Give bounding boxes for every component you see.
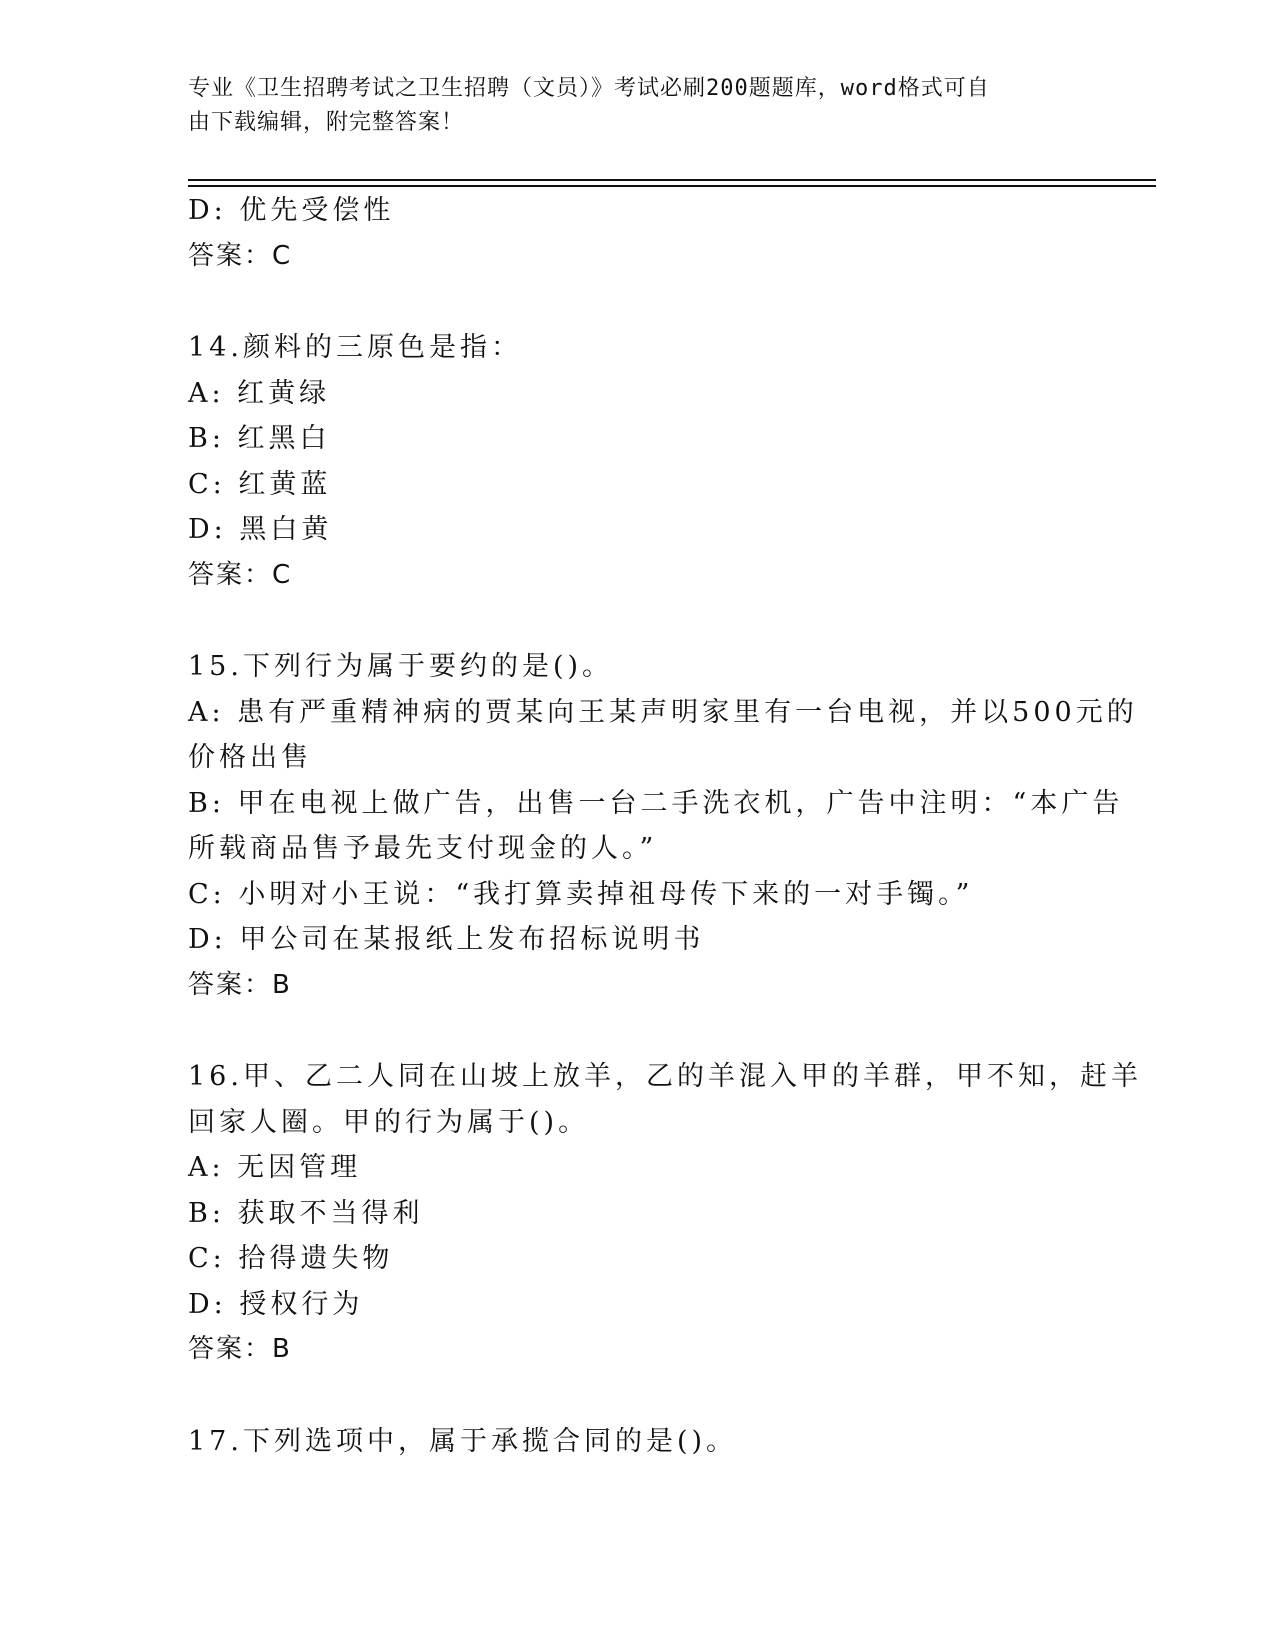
option-b: B: 红黑白 xyxy=(188,423,331,454)
question-list xyxy=(188,188,1142,1464)
option-d: D: 甲公司在某报纸上发布招标说明书 xyxy=(188,924,705,955)
question-stem: 14.颜料的三原色是指： xyxy=(188,332,522,363)
header-divider-top xyxy=(188,179,1156,181)
spacer xyxy=(188,598,1088,644)
option-a: A: 红黄绿 xyxy=(188,377,331,409)
question-16 xyxy=(188,1054,1142,1373)
question-stem: 15.下列行为属于要约的是()。 xyxy=(188,651,614,682)
answer: 答案：C xyxy=(188,559,293,590)
option-a: A: 无因管理 xyxy=(188,1152,362,1183)
spacer xyxy=(188,1373,1088,1419)
spacer xyxy=(188,279,1088,325)
question-13-tail xyxy=(188,188,1088,279)
question-stem: 16.甲、乙二人同在山坡上放羊，乙的羊混入甲的羊群，甲不知，赶羊 xyxy=(188,1061,1142,1092)
answer: 答案：B xyxy=(188,1334,292,1364)
option-b: B: 获取不当得利 xyxy=(188,1197,424,1229)
header-divider-bottom xyxy=(188,185,1156,187)
option-c: C: 红黄蓝 xyxy=(188,468,332,500)
option-d: D: 优先受偿性 xyxy=(188,195,395,226)
document-header xyxy=(188,72,1068,140)
answer: 答案：B xyxy=(188,969,292,1000)
question-17 xyxy=(188,1419,1088,1465)
question-15 xyxy=(188,644,1138,1008)
spacer xyxy=(188,1008,1088,1054)
option-c: C: 拾得遗失物 xyxy=(188,1243,394,1274)
option-b: B: 甲在电视上做广告，出售一台二手洗衣机，广告中注明：“本广告 xyxy=(188,787,1124,819)
question-stem-continued: 回家人圈。甲的行为属于()。 xyxy=(188,1106,590,1138)
question-14 xyxy=(188,325,1088,598)
option-d: D: 授权行为 xyxy=(188,1288,364,1320)
option-b-continued: 所载商品售予最先支付现金的人。” xyxy=(188,833,658,864)
option-c: C: 小明对小王说：“我打算卖掉祖母传下来的一对手镯。” xyxy=(188,878,974,910)
option-d: D: 黑白黄 xyxy=(188,514,333,545)
answer: 答案：C xyxy=(188,240,293,271)
header-line-1: 专业《卫生招聘考试之卫生招聘（文员）》考试必刷200题题库，word格式可自 xyxy=(188,76,990,101)
header-line-2: 由下载编辑，附完整答案！ xyxy=(188,110,465,135)
option-a-continued: 价格出售 xyxy=(188,742,312,773)
question-stem: 17.下列选项中，属于承揽合同的是()。 xyxy=(188,1425,738,1457)
option-a: A: 患有严重精神病的贾某向王某声明家里有一台电视，并以500元的 xyxy=(188,696,1138,728)
